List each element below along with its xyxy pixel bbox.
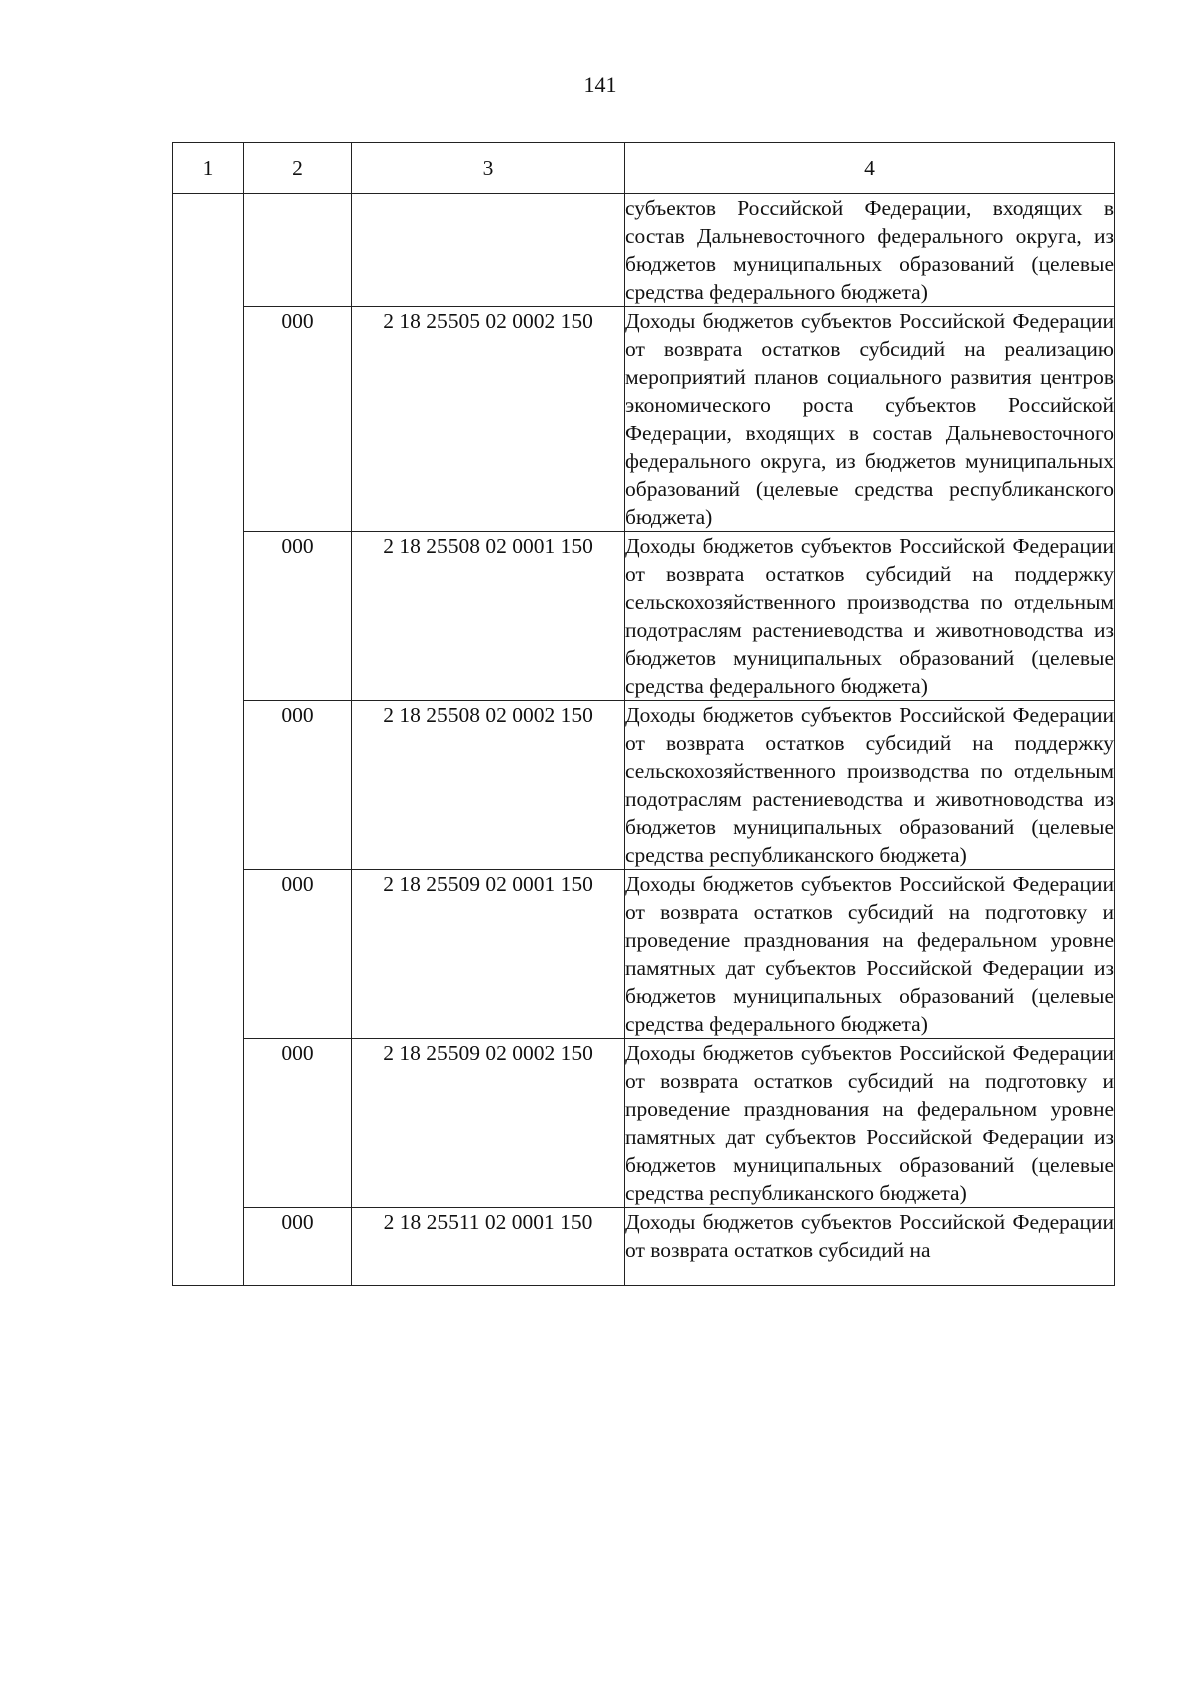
description-cell: Доходы бюджетов субъектов Российской Федерации от возврата остатков субсидий на поддержку сельскохозяйственного производства по отдельным подотраслям растениеводства и животноводства из бюджетов муниципальных образований (целевые средства республиканского бюджета) <box>625 701 1115 870</box>
column-header-2: 2 <box>244 143 352 194</box>
column-1-merged-cell <box>173 194 244 1286</box>
table-header-row <box>173 143 1115 194</box>
table-row <box>173 307 1115 532</box>
admin-code-cell: 000 <box>244 1208 352 1286</box>
page-number: 141 <box>583 72 617 97</box>
budget-code-cell: 2 18 25509 02 0002 150 <box>352 1039 625 1208</box>
description-cell: Доходы бюджетов субъектов Российской Федерации от возврата остатков субсидий на поддержку сельскохозяйственного производства по отдельным подотраслям растениеводства и животноводства из бюджетов муниципальных образований (целевые средства федерального бюджета) <box>625 532 1115 701</box>
admin-code-cell: 000 <box>244 870 352 1039</box>
budget-code-cell: 2 18 25509 02 0001 150 <box>352 870 625 1039</box>
admin-code-cell <box>244 194 352 307</box>
budget-codes-table <box>172 142 1115 1286</box>
budget-code-cell: 2 18 25505 02 0002 150 <box>352 307 625 532</box>
table-row <box>173 870 1115 1039</box>
budget-code-cell: 2 18 25508 02 0001 150 <box>352 532 625 701</box>
admin-code-cell: 000 <box>244 701 352 870</box>
column-header-1: 1 <box>173 143 244 194</box>
column-header-4: 4 <box>625 143 1115 194</box>
description-cell: субъектов Российской Федерации, входящих в состав Дальневосточного федерального округа, из бюджетов муниципальных образований (целевые средства федерального бюджета) <box>625 194 1115 307</box>
column-header-3: 3 <box>352 143 625 194</box>
description-cell: Доходы бюджетов субъектов Российской Федерации от возврата остатков субсидий на реализацию мероприятий планов социального развития центров экономического роста субъектов Российской Федерации, входящих в состав Дальневосточного федерального округа, из бюджетов муниципальных образований (целевые средства республиканского бюджета) <box>625 307 1115 532</box>
budget-code-cell: 2 18 25508 02 0002 150 <box>352 701 625 870</box>
table-row <box>173 1208 1115 1286</box>
admin-code-cell: 000 <box>244 1039 352 1208</box>
description-cell: Доходы бюджетов субъектов Российской Федерации от возврата остатков субсидий на <box>625 1208 1115 1286</box>
admin-code-cell: 000 <box>244 532 352 701</box>
table-row <box>173 1039 1115 1208</box>
description-cell: Доходы бюджетов субъектов Российской Федерации от возврата остатков субсидий на подготовку и проведение празднования на федеральном уровне памятных дат субъектов Российской Федерации из бюджетов муниципальных образований (целевые средства республиканского бюджета) <box>625 1039 1115 1208</box>
table-row <box>173 532 1115 701</box>
admin-code-cell: 000 <box>244 307 352 532</box>
table-row <box>173 194 1115 307</box>
description-cell: Доходы бюджетов субъектов Российской Федерации от возврата остатков субсидий на подготовку и проведение празднования на федеральном уровне памятных дат субъектов Российской Федерации из бюджетов муниципальных образований (целевые средства федерального бюджета) <box>625 870 1115 1039</box>
budget-code-cell <box>352 194 625 307</box>
table-row <box>173 701 1115 870</box>
budget-code-cell: 2 18 25511 02 0001 150 <box>352 1208 625 1286</box>
